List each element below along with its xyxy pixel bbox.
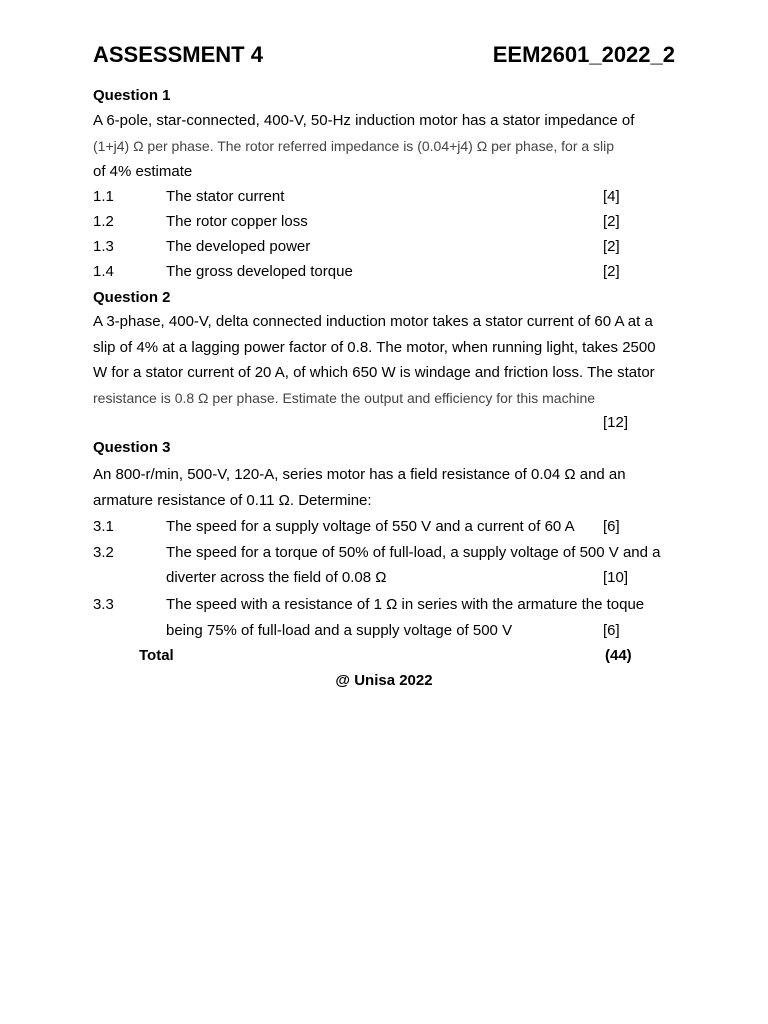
item-text-line-2: being 75% of full-load and a supply voltage of 500 V	[166, 622, 513, 639]
question-2-mark: [12]	[603, 414, 629, 431]
item-text-line-1: The speed for a torque of 50% of full-load, a supply voltage of 500 V and a	[166, 544, 661, 561]
total-value: (44)	[605, 647, 632, 664]
item-text: The developed power	[166, 238, 311, 255]
question-3-line-2: armature resistance of 0.11 Ω. Determine:	[93, 491, 372, 509]
item-text-line-1: The speed with a resistance of 1 Ω in series with the armature the toque	[166, 596, 645, 613]
question-2-line-3: W for a stator current of 20 A, of which 650 W is windage and friction loss. The stator	[93, 364, 655, 381]
question-2-line-2: slip of 4% at a lagging power factor of 0.8. The motor, when running light, takes 2500	[93, 338, 656, 356]
item-mark: [6]	[603, 622, 620, 639]
item-text: The gross developed torque	[166, 263, 353, 280]
item-mark: [2]	[603, 213, 620, 230]
total-label: Total	[139, 647, 174, 664]
question-1-line-1: A 6-pole, star-connected, 400-V, 50-Hz induction motor has a stator impedance of	[93, 112, 635, 129]
item-number: 3.3	[93, 596, 114, 613]
question-2-heading: Question 2	[93, 289, 171, 306]
item-number: 1.3	[93, 238, 114, 255]
item-text: The rotor copper loss	[166, 213, 308, 230]
assessment-title: ASSESSMENT 4	[93, 42, 263, 67]
question-3-line-1: An 800-r/min, 500-V, 120-A, series motor has a field resistance of 0.04 Ω and an	[93, 466, 626, 483]
item-mark: [6]	[603, 518, 620, 535]
page-header	[93, 40, 675, 70]
item-number: 1.2	[93, 213, 114, 230]
item-text-line-2: diverter across the field of 0.08 Ω	[166, 569, 387, 586]
question-1-line-3: of 4% estimate	[93, 163, 193, 180]
question-2-line-4: resistance is 0.8 Ω per phase. Estimate the output and efficiency for this machine	[93, 389, 596, 406]
item-mark: [10]	[603, 569, 629, 586]
module-code: EEM2601_2022_2	[492, 42, 675, 67]
question-2-line-1: A 3-phase, 400-V, delta connected induction motor takes a stator current of 60 A at a	[93, 313, 653, 330]
question-1-heading: Question 1	[93, 87, 171, 104]
item-mark: [4]	[603, 188, 620, 205]
item-text: The speed for a supply voltage of 550 V and a current of 60 A	[166, 518, 575, 535]
question-1-body	[93, 108, 675, 185]
question-1-line-2: (1+j4) Ω per phase. The rotor referred impedance is (0.04+j4) Ω per phase, for a slip	[93, 137, 615, 154]
item-number: 3.1	[93, 518, 114, 535]
item-mark: [2]	[603, 238, 620, 255]
question-2-body	[93, 309, 675, 411]
item-text: The stator current	[166, 188, 285, 205]
question-3-heading: Question 3	[93, 439, 171, 456]
item-number: 1.1	[93, 188, 114, 205]
item-number: 1.4	[93, 263, 114, 280]
copyright-footer: @ Unisa 2022	[335, 672, 433, 689]
item-mark: [2]	[603, 263, 620, 280]
item-number: 3.2	[93, 544, 114, 561]
question-3-body	[93, 462, 675, 513]
